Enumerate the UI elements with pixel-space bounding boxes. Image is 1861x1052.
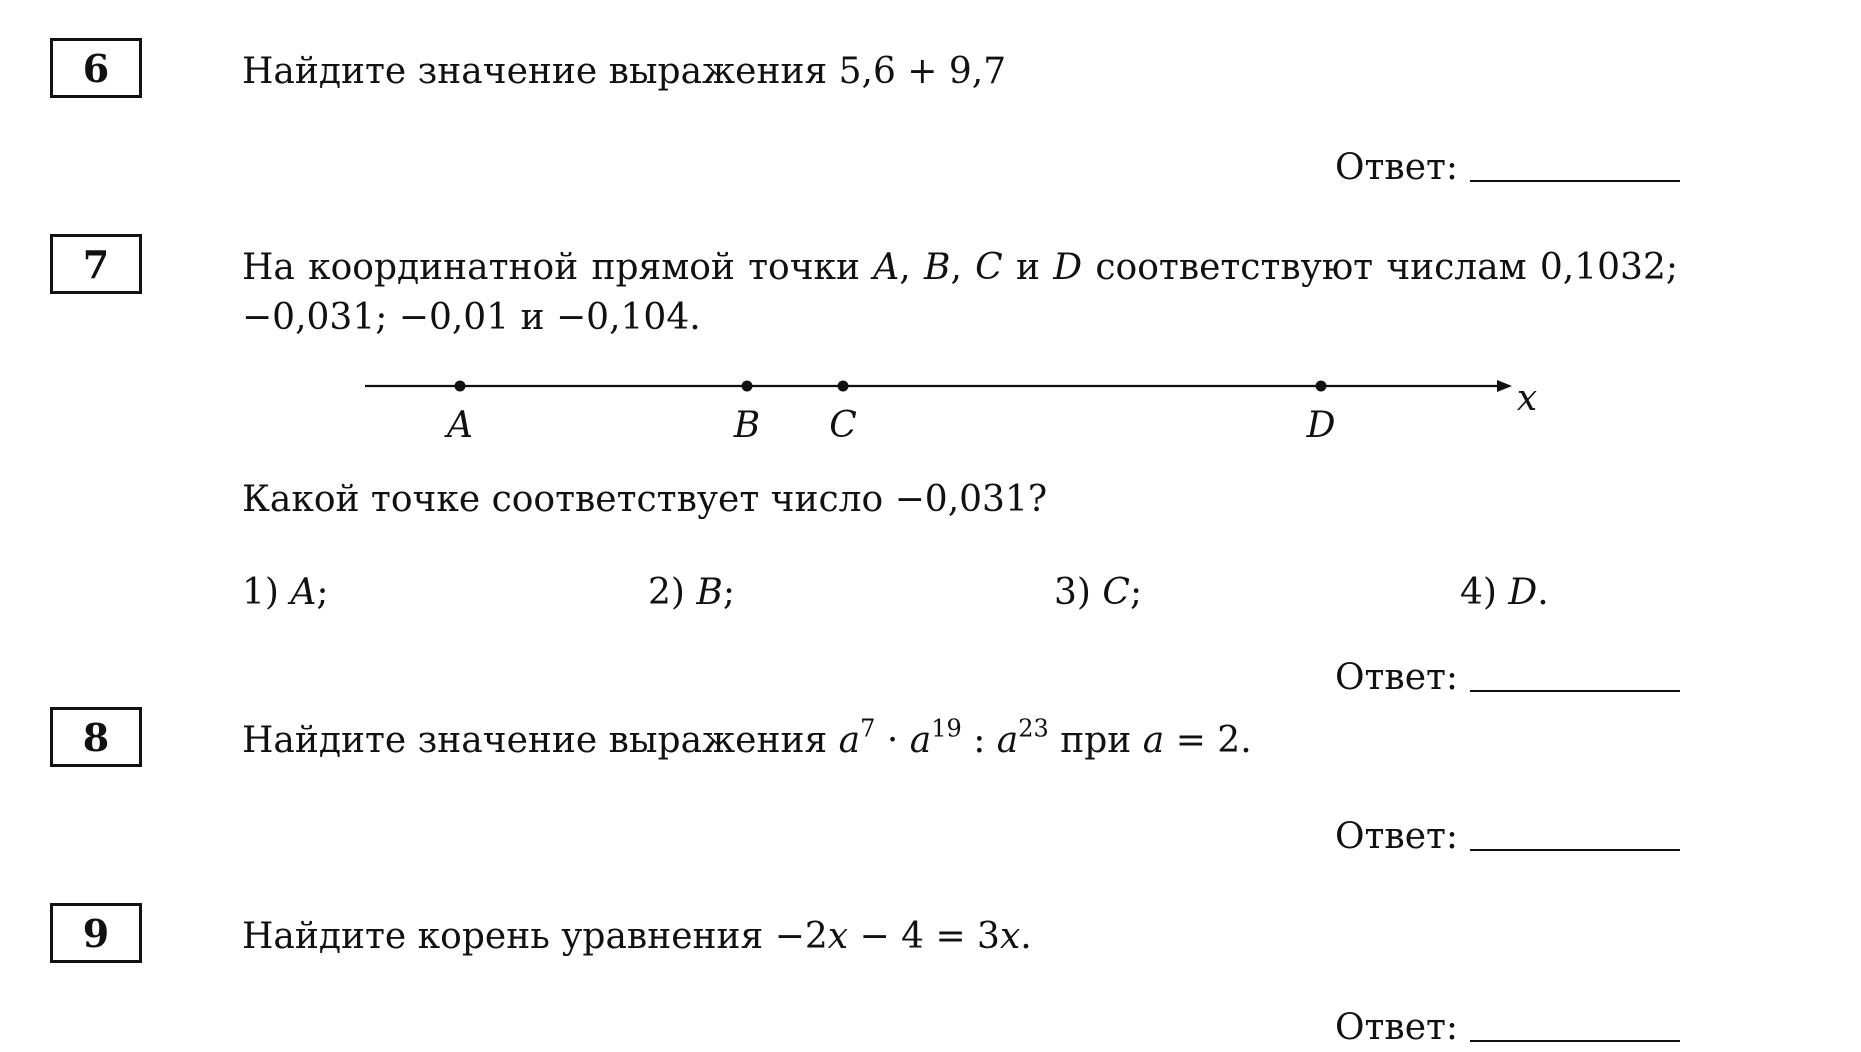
task-number-label: 9 (82, 910, 110, 956)
answer-line[interactable] (1470, 690, 1680, 692)
task-number-8 (50, 707, 142, 767)
point-d-label: D (1306, 405, 1336, 446)
task-number-label: 6 (82, 45, 110, 91)
option-2[interactable]: 2) B; (648, 572, 736, 613)
task-9-answer (1335, 1008, 1680, 1048)
task-number-label: 8 (82, 714, 110, 760)
task-7-line-2: −0,031; −0,01 и −0,104. (242, 297, 701, 338)
task-number-9 (50, 903, 142, 963)
point-a-label: A (447, 405, 473, 446)
task-8-answer (1335, 817, 1680, 857)
option-4[interactable]: 4) D. (1460, 572, 1549, 613)
point-b-label: B (733, 405, 761, 446)
task-6-text: Найдите значение выражения 5,6 + 9,7 (242, 51, 1007, 92)
task-7-answer (1335, 658, 1680, 698)
task-7-question: Какой точке соответствует число −0,031? (242, 479, 1048, 520)
point-d (1316, 381, 1327, 392)
answer-line[interactable] (1470, 1040, 1680, 1042)
task-9-text: Найдите корень уравнения −2x − 4 = 3x. (242, 916, 1032, 957)
point-b (742, 381, 753, 392)
point-a (455, 381, 466, 392)
answer-label: Ответ: (1335, 1007, 1459, 1048)
option-1[interactable]: 1) A; (242, 572, 329, 613)
answer-label: Ответ: (1335, 657, 1459, 698)
task-8-text: Найдите значение выражения $a^7 \cdot a^{19}$ : $a^{23}$ при a = 2. (242, 714, 1252, 761)
answer-label: Ответ: (1335, 816, 1459, 857)
task-number-label: 7 (82, 241, 110, 287)
option-3[interactable]: 3) C; (1054, 572, 1143, 613)
task-7-line-1: На координатной прямой точки A, B, C и D соответствуют числам 0,1032; (242, 247, 1678, 288)
answer-line[interactable] (1470, 849, 1680, 851)
number-line (0, 0, 1861, 470)
answer-label: Ответ: (1335, 147, 1459, 188)
axis-label: x (1516, 378, 1538, 419)
point-c (838, 381, 849, 392)
point-c-label: C (829, 405, 857, 446)
arrow-head-icon (1497, 380, 1512, 392)
